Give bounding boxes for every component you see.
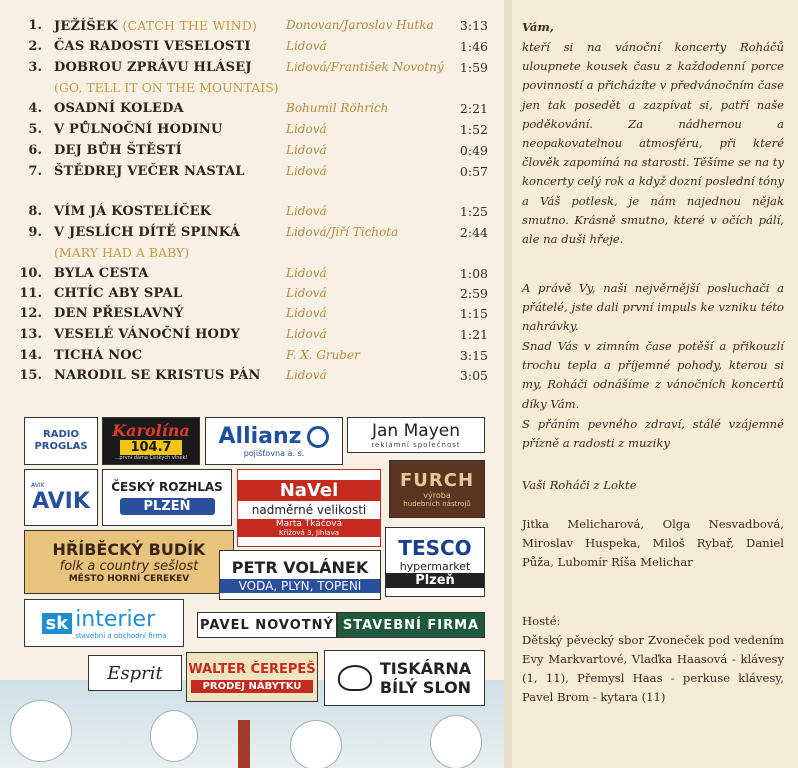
jan-mayen-logo xyxy=(347,417,485,453)
track-author: F. X. Gruber xyxy=(286,348,360,362)
track-duration: 1:52 xyxy=(459,122,488,137)
track-subtitle: (MARY HAD A BABY) xyxy=(54,245,190,260)
track-row xyxy=(0,60,504,80)
logo-text: PETR VOLÁNEK xyxy=(231,557,369,577)
track-title: TICHÁ NOC xyxy=(54,348,143,363)
track-row xyxy=(0,143,504,163)
track-title: ŠTĚDREJ VEČER NASTAL xyxy=(54,164,245,179)
track-number: 5. xyxy=(28,122,42,137)
tesco-logo xyxy=(385,527,485,597)
track-title: CHTÍC ABY SPAL xyxy=(54,286,183,301)
track-row xyxy=(0,286,504,306)
logo-text: hudebních nástrojů xyxy=(403,500,471,508)
sk-logo-icon: sk xyxy=(42,613,73,634)
logo-text: FURCH xyxy=(399,470,475,491)
track-author: Lidová xyxy=(286,327,327,341)
track-number: 4. xyxy=(28,101,42,116)
track-number: 2. xyxy=(28,39,42,54)
logo-text: Allianz xyxy=(218,424,302,449)
track-duration: 1:15 xyxy=(459,306,488,321)
logo-text: STAVEBNÍ FIRMA xyxy=(342,617,480,633)
track-author: Lidová/František Novotný xyxy=(286,60,444,74)
track-number: 14. xyxy=(19,348,42,363)
logo-text: NaVel xyxy=(238,480,380,501)
logo-text: reklamní společnost xyxy=(371,441,461,449)
allianz-logo xyxy=(205,417,343,465)
track-duration: 2:44 xyxy=(459,225,488,240)
logo-text: pojišťovna a. s. xyxy=(243,449,305,458)
logo-text: stavební a obchodní firma xyxy=(75,631,167,640)
logo-text: Jan Mayen xyxy=(372,421,460,441)
stavebni-firma-logo xyxy=(337,612,485,638)
track-row xyxy=(0,266,504,286)
signpost-illustration xyxy=(238,720,250,768)
band-members: Jitka Melicharová, Olga Nesvadbová, Miroslav Huspeka, Miloš Rybař, Daniel Půža, Lubomír Ríša Melichar xyxy=(522,517,784,569)
track-author: Lidová/Jiří Tichota xyxy=(286,225,399,239)
pavel-novotny-logo xyxy=(197,612,337,638)
track-author: Lidová xyxy=(286,204,327,218)
greeting: Vám, xyxy=(522,20,554,34)
track-author: Lidová xyxy=(286,143,327,157)
track-row xyxy=(0,368,504,388)
track-duration: 0:49 xyxy=(459,143,488,158)
logo-text: HŘÍBĚCKÝ BUDÍK xyxy=(52,540,206,559)
notes-paragraph: Snad Vás v zimním čase potěší a přikouzlí trochu tepla a příjemné pohody, kterou si my, Roháči odnášíme z vánočních koncertů díky Vám. xyxy=(522,339,784,411)
logo-text: folk a country sešlost xyxy=(59,559,199,574)
track-number: 7. xyxy=(28,164,42,179)
logo-text: nadměrné velikosti xyxy=(251,502,367,517)
track-title-text: JEŽÍŠEK xyxy=(54,19,118,34)
track-number: 6. xyxy=(28,143,42,158)
track-title xyxy=(54,18,257,34)
track-title: NARODIL SE KRISTUS PÁN xyxy=(54,368,261,383)
track-author: Lidová xyxy=(286,368,327,382)
track-number: 13. xyxy=(19,327,42,342)
notes-paragraph: kteří si na vánoční koncerty Roháčů uloupnete kousek času z každodenní porce povinností a přicházíte v předvánočním čase jen tak posedět a zazpívat si, patří naše poděkování. Za nádhernou a neopakovatelnou atmosféru, při které člověk zapomíná na starosti. Těšíme se na ty koncerty celý rok a když dozní poslední tóny a Váš potlesk, je nám najednou nějak smutno. Krásně smutno, které v očích pálí, ale na duši hřeje. xyxy=(522,40,784,247)
track-number: 12. xyxy=(19,306,42,321)
track-duration: 2:21 xyxy=(459,101,488,116)
petr-volanek-logo xyxy=(219,550,381,600)
logo-text: AVIK xyxy=(32,488,90,514)
track-number: 9. xyxy=(28,225,42,240)
track-title: VÍM JÁ KOSTELÍČEK xyxy=(54,204,212,219)
track-duration: 1:21 xyxy=(459,327,488,342)
snowman-illustration xyxy=(10,700,72,762)
track-duration: 1:08 xyxy=(459,266,488,281)
guests-heading: Hosté: xyxy=(522,614,561,628)
navel-logo xyxy=(237,469,381,547)
logo-text: AVIK xyxy=(31,481,45,489)
signature: Vaši Roháči z Lokte xyxy=(522,478,637,492)
track-duration: 3:05 xyxy=(459,368,488,383)
logo-text: ČESKÝ ROZHLAS xyxy=(111,480,223,494)
panel-divider xyxy=(504,0,512,768)
track-row xyxy=(0,101,504,121)
track-author: Bohumil Röhrich xyxy=(286,101,389,115)
logo-text: TESCO xyxy=(398,536,472,560)
logo-text: Esprit xyxy=(107,662,163,684)
logo-text: výroba xyxy=(423,491,451,500)
logo-text: WALTER ČEREPEŠ xyxy=(188,661,316,677)
notes-paragraph: S přáním pevného zdraví, stálé vzájemné přízně a radosti z muziky xyxy=(522,417,784,451)
track-number: 1. xyxy=(28,18,42,33)
track-row xyxy=(0,18,504,38)
track-duration: 3:15 xyxy=(459,348,488,363)
logo-text: Křížová 3, Jihlava xyxy=(238,529,380,537)
track-row xyxy=(0,122,504,142)
track-row xyxy=(0,204,504,224)
logo-text: 104.7 xyxy=(120,440,181,455)
sk-interier-logo xyxy=(24,599,184,647)
snowman-illustration xyxy=(430,715,482,768)
track-row xyxy=(0,327,504,347)
logo-text: PRODEJ NÁBYTKU xyxy=(191,680,314,693)
track-number: 10. xyxy=(19,266,42,281)
tiskarna-bily-slon-logo xyxy=(324,650,485,706)
track-number: 11. xyxy=(19,286,42,301)
hribecky-budik-logo xyxy=(24,530,234,594)
track-number: 3. xyxy=(28,60,42,75)
track-title: OSADNÍ KOLEDA xyxy=(54,101,184,116)
logo-text: interier xyxy=(75,606,156,632)
track-number: 15. xyxy=(19,368,42,383)
logo-text: ...první dáma Českých vlnek! xyxy=(114,455,188,461)
track-duration: 2:59 xyxy=(459,286,488,301)
track-author: Lidová xyxy=(286,266,327,280)
esprit-logo xyxy=(88,655,182,691)
avik-logo xyxy=(24,469,98,526)
track-row xyxy=(0,225,504,245)
track-author: Donovan/Jaroslav Hutka xyxy=(286,18,434,32)
track-title: V PŮLNOČNÍ HODINU xyxy=(54,122,223,137)
elephant-icon xyxy=(338,665,372,691)
logo-text: PAVEL NOVOTNÝ xyxy=(200,617,334,633)
logo-text: VODA, PLYN, TOPENÍ xyxy=(220,579,380,593)
logo-text: Plzeň xyxy=(386,573,484,588)
track-row xyxy=(0,348,504,368)
logo-text: hypermarket xyxy=(399,560,471,573)
logo-text: Marta Tkáčová xyxy=(238,519,380,529)
logo-text: TISKÁRNA xyxy=(379,659,472,678)
track-duration: 0:57 xyxy=(459,164,488,179)
cesky-rozhlas-logo xyxy=(102,469,232,526)
track-duration: 3:13 xyxy=(459,18,488,33)
karolina-logo xyxy=(102,417,200,465)
track-title: DEN PŘESLAVNÝ xyxy=(54,306,184,321)
furch-logo xyxy=(389,460,485,518)
snowman-illustration xyxy=(290,720,342,768)
track-author: Lidová xyxy=(286,39,327,53)
logo-text: MĚSTO HORNÍ CEREKEV xyxy=(68,574,190,584)
track-author: Lidová xyxy=(286,122,327,136)
allianz-eagle-icon xyxy=(307,426,329,448)
radio-proglas-logo xyxy=(24,417,98,465)
track-title: DEJ BŮH ŠTĚSTÍ xyxy=(54,143,182,158)
track-title: VESELÉ VÁNOČNÍ HODY xyxy=(54,327,241,342)
logo-text: PLZEŇ xyxy=(120,498,215,515)
track-title: BYLA CESTA xyxy=(54,266,149,281)
track-row xyxy=(0,164,504,184)
track-duration: 1:46 xyxy=(459,39,488,54)
track-author: Lidová xyxy=(286,164,327,178)
track-author: Lidová xyxy=(286,286,327,300)
guests-list: Dětský pěvecký sbor Zvoneček pod vedením Evy Markvartové, Vlaďka Haasová - klávesy (1, 11), Přemysl Haas - perkuse klávesy, Pavel Brom - kytara (11) xyxy=(522,633,784,704)
track-row xyxy=(0,306,504,326)
logo-text: BÍLÝ SLON xyxy=(379,678,472,697)
track-row xyxy=(0,39,504,59)
track-title: ČAS RADOSTI VESELOSTI xyxy=(54,39,251,54)
track-number: 8. xyxy=(28,204,42,219)
walter-cerepes-logo xyxy=(186,652,318,702)
logo-text: RADIO PROGLAS xyxy=(34,429,88,452)
logo-text: Karolína xyxy=(112,421,190,440)
snowman-illustration xyxy=(150,710,198,762)
track-title: V JESLÍCH DÍTĚ SPINKÁ xyxy=(54,225,241,240)
notes-paragraph: A právě Vy, naši nejvěrnější posluchači a přátelé, jste dali první impuls ke vzniku této nahrávky. xyxy=(522,281,784,334)
track-duration: 1:59 xyxy=(459,60,488,75)
track-duration: 1:25 xyxy=(459,204,488,219)
track-subtitle: (GO, TELL IT ON THE MOUNTAIS) xyxy=(54,80,279,95)
track-author: Lidová xyxy=(286,306,327,320)
track-subtitle: (CATCH THE WIND) xyxy=(122,18,258,33)
track-title: DOBROU ZPRÁVU HLÁSEJ xyxy=(54,60,252,75)
